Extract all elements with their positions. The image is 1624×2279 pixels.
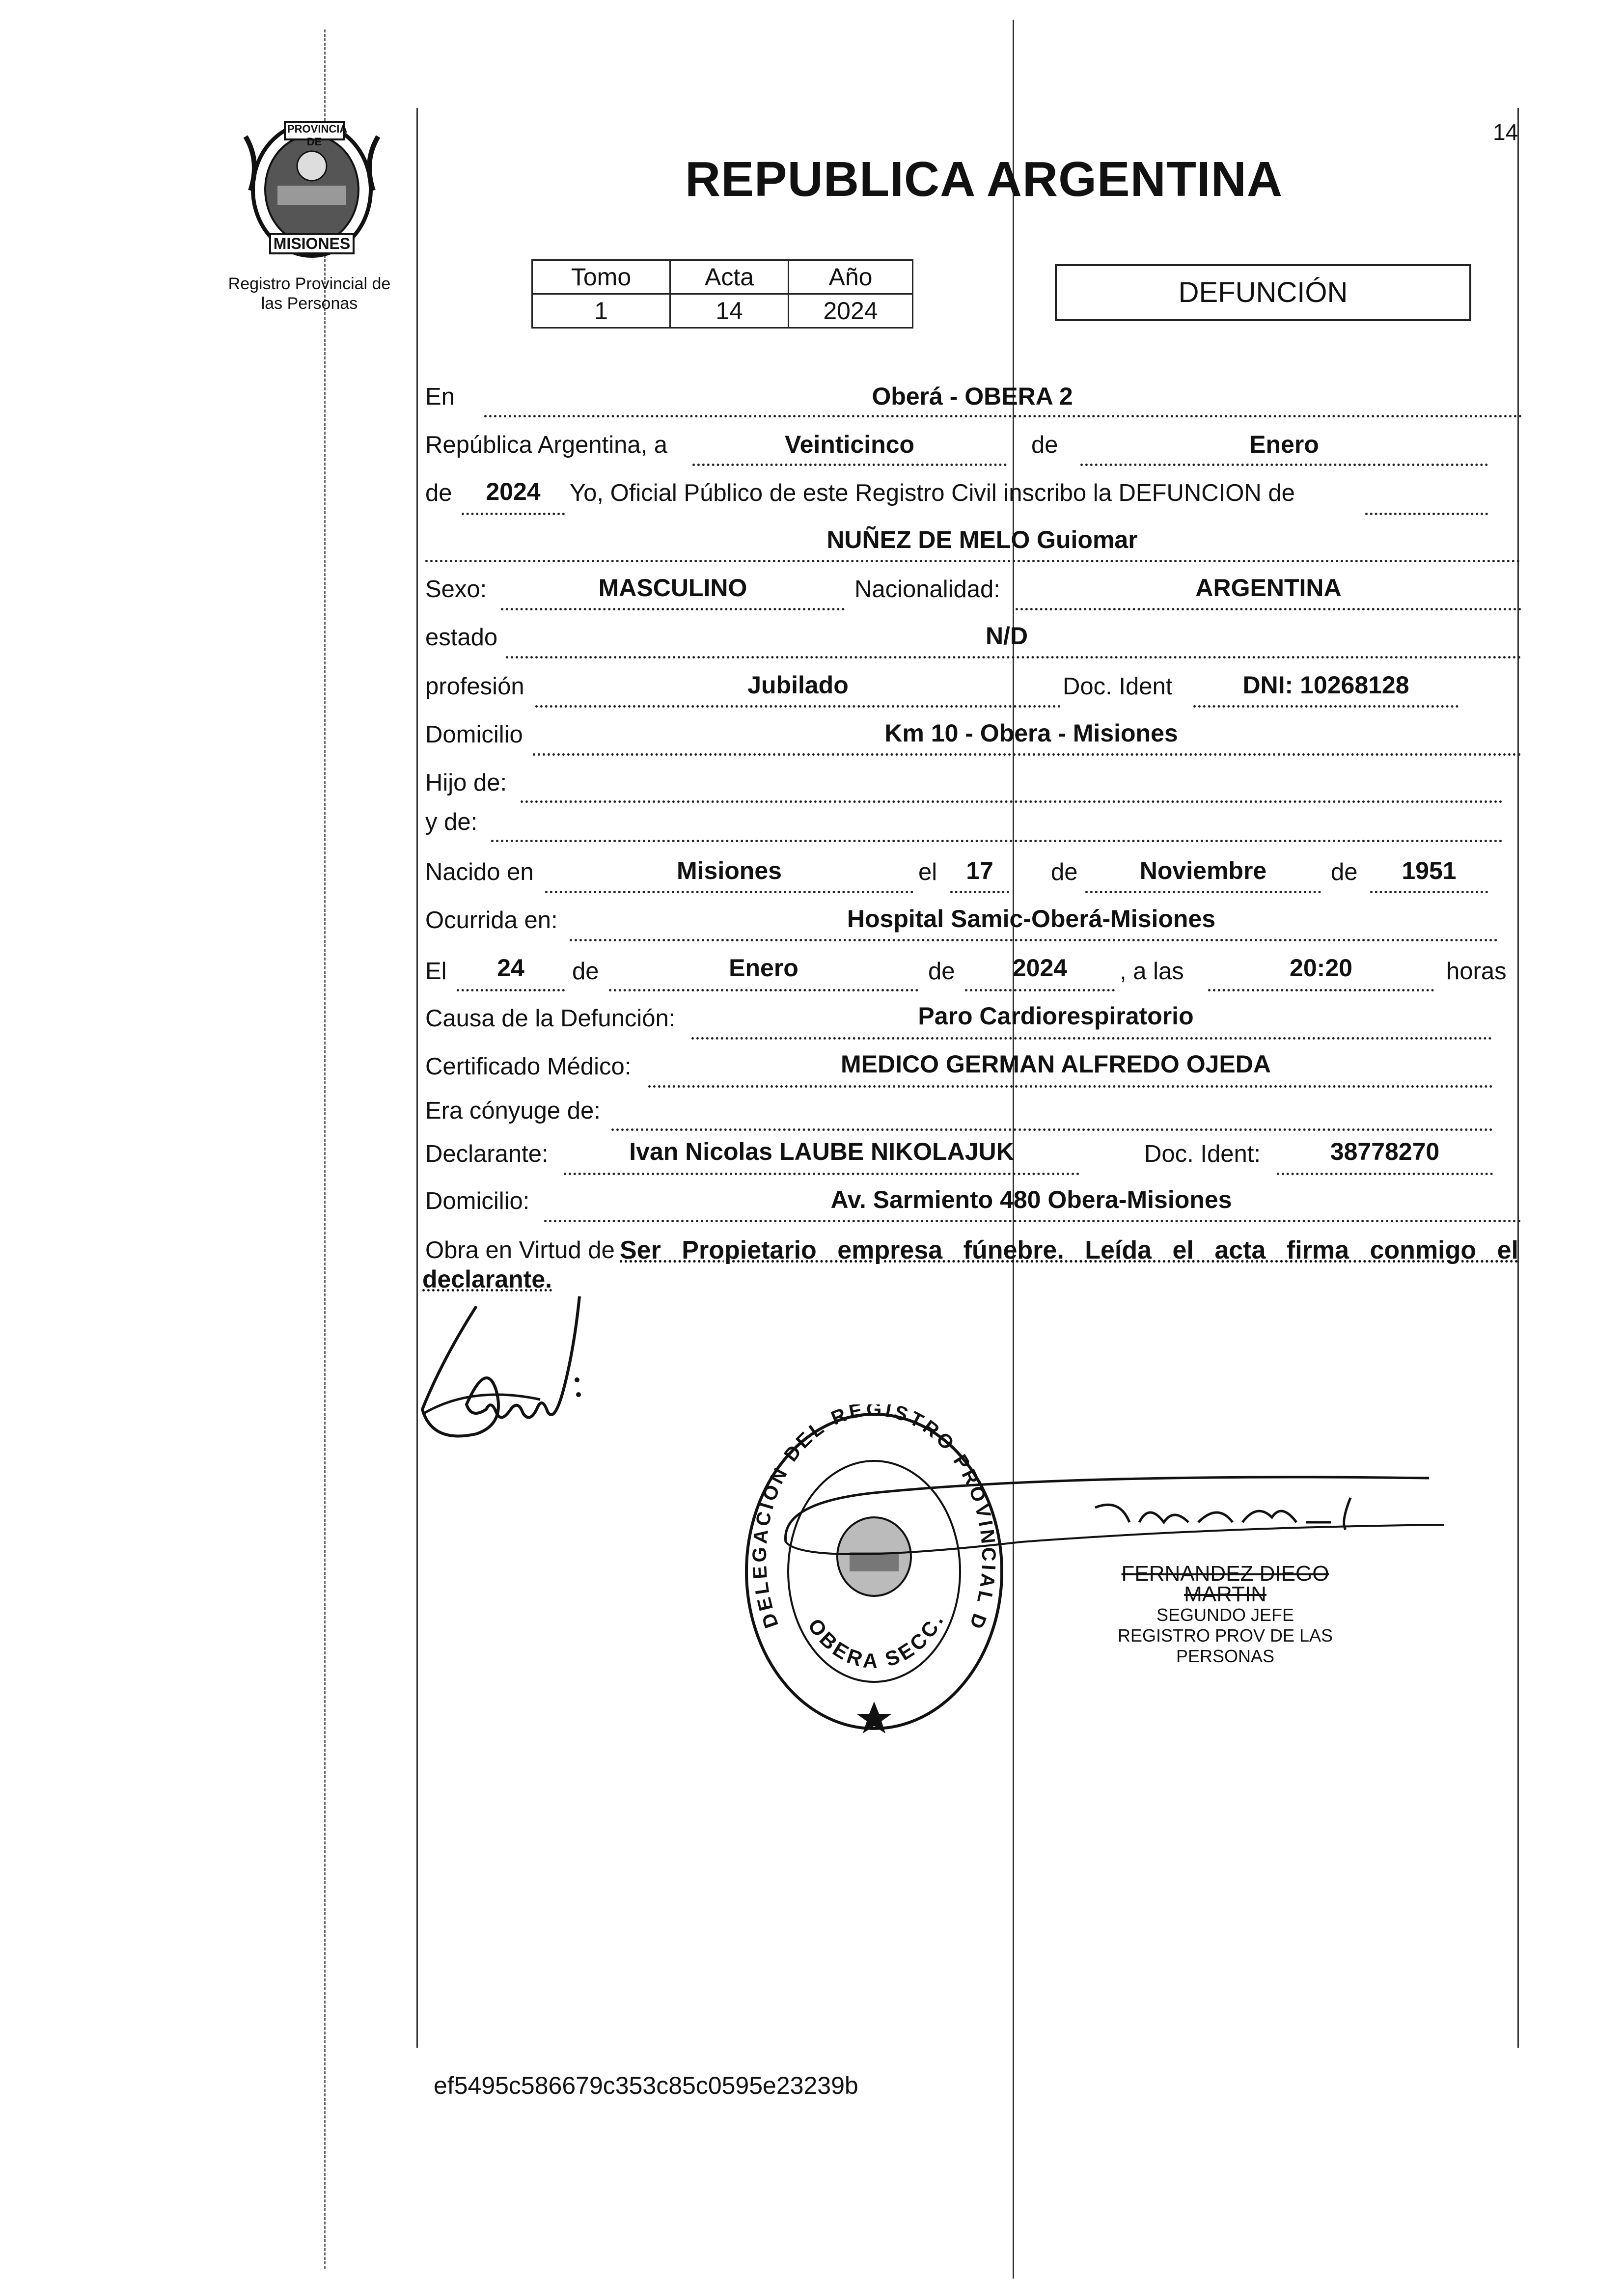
death-time-dotted-line	[1208, 989, 1434, 991]
year-value: 2024	[486, 478, 541, 505]
domicilio-2-dotted-line	[544, 1220, 1521, 1222]
a-las-label: , a las	[1120, 958, 1184, 985]
conyuge-dotted-line	[611, 1128, 1493, 1131]
doc-ident-label-2: Doc. Ident:	[1144, 1141, 1261, 1167]
obra-value-line2: declarante.	[422, 1265, 552, 1293]
document-hash: ef5495c586679c353c85c0595e23239b	[434, 2072, 858, 2099]
birth-year-dotted-line	[1370, 891, 1488, 893]
death-month: Enero	[729, 954, 798, 982]
year-dotted-line	[462, 513, 565, 515]
sexo-dotted-line	[501, 608, 845, 610]
ocurrida-value: Hospital Samic-Oberá-Misiones	[847, 905, 1216, 933]
el-label: el	[918, 859, 937, 885]
causa-label: Causa de la Defunción:	[425, 1005, 676, 1032]
doc-ident-value: DNI: 10268128	[1242, 671, 1409, 699]
seal-bottom-text: MISIONES	[273, 235, 351, 252]
causa-value: Paro Cardiorespiratorio	[918, 1002, 1194, 1030]
estado-label: estado	[425, 624, 498, 651]
horas-label: horas	[1446, 958, 1507, 985]
de-label-1: de	[1031, 432, 1058, 458]
birth-day: 17	[966, 857, 993, 884]
de-label-6: de	[928, 958, 955, 985]
profesion-dotted-line	[535, 705, 1061, 708]
domicilio-2-label: Domicilio:	[425, 1188, 530, 1214]
header-acta: Acta	[670, 260, 789, 294]
certificado-label: Certificado Médico:	[425, 1053, 632, 1080]
official-signature	[776, 1444, 1463, 1571]
value-ano: 2024	[789, 294, 913, 328]
domicilio-value: Km 10 - Obera - Misiones	[884, 719, 1178, 747]
month-dotted-line	[1080, 464, 1488, 466]
certificado-dotted-line	[648, 1085, 1493, 1088]
provincial-seal-logo	[241, 117, 383, 259]
obra-value-line1: Ser Propietario empresa fúnebre. Leída el acta firma conmigo el	[620, 1236, 1518, 1264]
stamp-inner-text: OBERA SECC.	[803, 1608, 949, 1673]
death-month-dotted-line	[609, 989, 918, 991]
yo-statement: Yo, Oficial Público de este Registro Civil inscribo la DEFUNCION de	[570, 480, 1295, 506]
record-type-box: DEFUNCIÓN	[1055, 264, 1471, 321]
el-label-2: El	[425, 958, 447, 985]
nacido-dotted-line	[545, 891, 913, 893]
death-year-dotted-line	[965, 989, 1115, 991]
stamp-outer-text: DELEGACION DEL REGISTRO PROVINCIAL D	[748, 1404, 1000, 1634]
document-title: REPUBLICA ARGENTINA	[685, 152, 1283, 207]
record-table-header-row	[532, 260, 913, 294]
birth-month-dotted-line	[1085, 891, 1321, 893]
conyuge-label: Era cónyuge de:	[425, 1098, 601, 1124]
seal-top-text: PROVINCIA DE	[287, 123, 348, 148]
logo-caption-line1: Registro Provincial de	[228, 275, 391, 293]
right-margin-line	[1517, 108, 1519, 2048]
official-role: SEGUNDO JEFE	[1156, 1605, 1294, 1625]
hijo-de-label: Hijo de:	[425, 769, 507, 796]
de-label-2: de	[425, 480, 452, 506]
certificado-value: MEDICO GERMAN ALFREDO OJEDA	[841, 1050, 1271, 1078]
official-handwriting	[1095, 1484, 1298, 1518]
declarante-value: Ivan Nicolas LAUBE NIKOLAJUK	[629, 1138, 1014, 1165]
death-day-dotted-line	[457, 989, 565, 991]
death-day: 24	[497, 954, 524, 982]
yo-dotted-line	[1365, 513, 1488, 515]
sexo-value: MASCULINO	[598, 574, 747, 602]
death-time: 20:20	[1290, 954, 1352, 982]
profesion-label: profesión	[425, 673, 524, 700]
day-dotted-line	[692, 464, 1007, 466]
nacido-en-label: Nacido en	[425, 859, 534, 885]
page-number: 14	[1493, 119, 1518, 145]
day-text: Veinticinco	[785, 431, 914, 458]
domicilio-label: Domicilio	[425, 721, 523, 748]
ocurrida-label: Ocurrida en:	[425, 907, 558, 934]
header-tomo: Tomo	[532, 260, 670, 294]
nacionalidad-label: Nacionalidad:	[854, 576, 1000, 603]
official-signature-block	[1083, 1564, 1368, 1667]
left-fold-line	[324, 29, 326, 2269]
official-name: FERNANDEZ DIEGO MARTIN	[1121, 1562, 1329, 1606]
nacido-value: Misiones	[677, 857, 782, 884]
death-year: 2024	[1012, 954, 1068, 982]
doc-ident-2-dotted-line	[1277, 1173, 1493, 1175]
doc-ident-dotted-line	[1193, 705, 1459, 708]
logo-caption-line2: las Personas	[261, 294, 358, 313]
value-acta: 14	[670, 294, 789, 328]
de-label-4: de	[1331, 859, 1358, 885]
birth-year: 1951	[1402, 857, 1457, 884]
ocurrida-dotted-line	[570, 939, 1498, 941]
y-de-label: y de:	[425, 809, 478, 835]
profesion-value: Jubilado	[747, 671, 849, 699]
de-label-3: de	[1051, 859, 1078, 885]
month-text: Enero	[1249, 431, 1319, 458]
declarante-label: Declarante:	[425, 1141, 549, 1167]
value-tomo: 1	[532, 294, 670, 328]
logo-caption	[206, 274, 413, 313]
doc-ident-label: Doc. Ident	[1063, 673, 1173, 700]
estado-value: N/D	[985, 622, 1028, 650]
doc-ident-2-value: 38778270	[1330, 1138, 1440, 1165]
nacionalidad-value: ARGENTINA	[1195, 574, 1342, 602]
record-table-value-row	[532, 294, 913, 328]
nacionalidad-dotted-line	[1016, 608, 1521, 610]
deceased-name: NUÑEZ DE MELO Guiomar	[826, 526, 1138, 553]
birth-month: Noviembre	[1139, 857, 1267, 884]
y-de-dotted-line	[491, 840, 1503, 842]
sexo-label: Sexo:	[425, 576, 487, 603]
official-office: REGISTRO PROV DE LAS PERSONAS	[1117, 1625, 1333, 1666]
domicilio-2-value: Av. Sarmiento 480 Obera-Misiones	[830, 1186, 1232, 1213]
en-value: Oberá - OBERA 2	[872, 383, 1073, 410]
birth-day-dotted-line	[950, 891, 1009, 893]
header-ano: Año	[789, 260, 913, 294]
left-margin-line	[416, 108, 418, 2048]
en-label: En	[425, 384, 455, 410]
domicilio-dotted-line	[533, 753, 1521, 756]
obra-label: Obra en Virtud de	[425, 1237, 615, 1263]
hijo-de-dotted-line	[521, 800, 1503, 803]
record-number-table	[531, 259, 913, 329]
estado-dotted-line	[506, 656, 1521, 659]
declarante-dotted-line	[564, 1173, 1079, 1175]
en-dotted-line	[484, 415, 1522, 417]
causa-dotted-line	[691, 1037, 1492, 1040]
de-label-5: de	[572, 958, 599, 985]
republica-label: República Argentina, a	[425, 432, 668, 458]
name-dotted-line	[425, 560, 1520, 562]
declarant-signature	[413, 1287, 599, 1463]
